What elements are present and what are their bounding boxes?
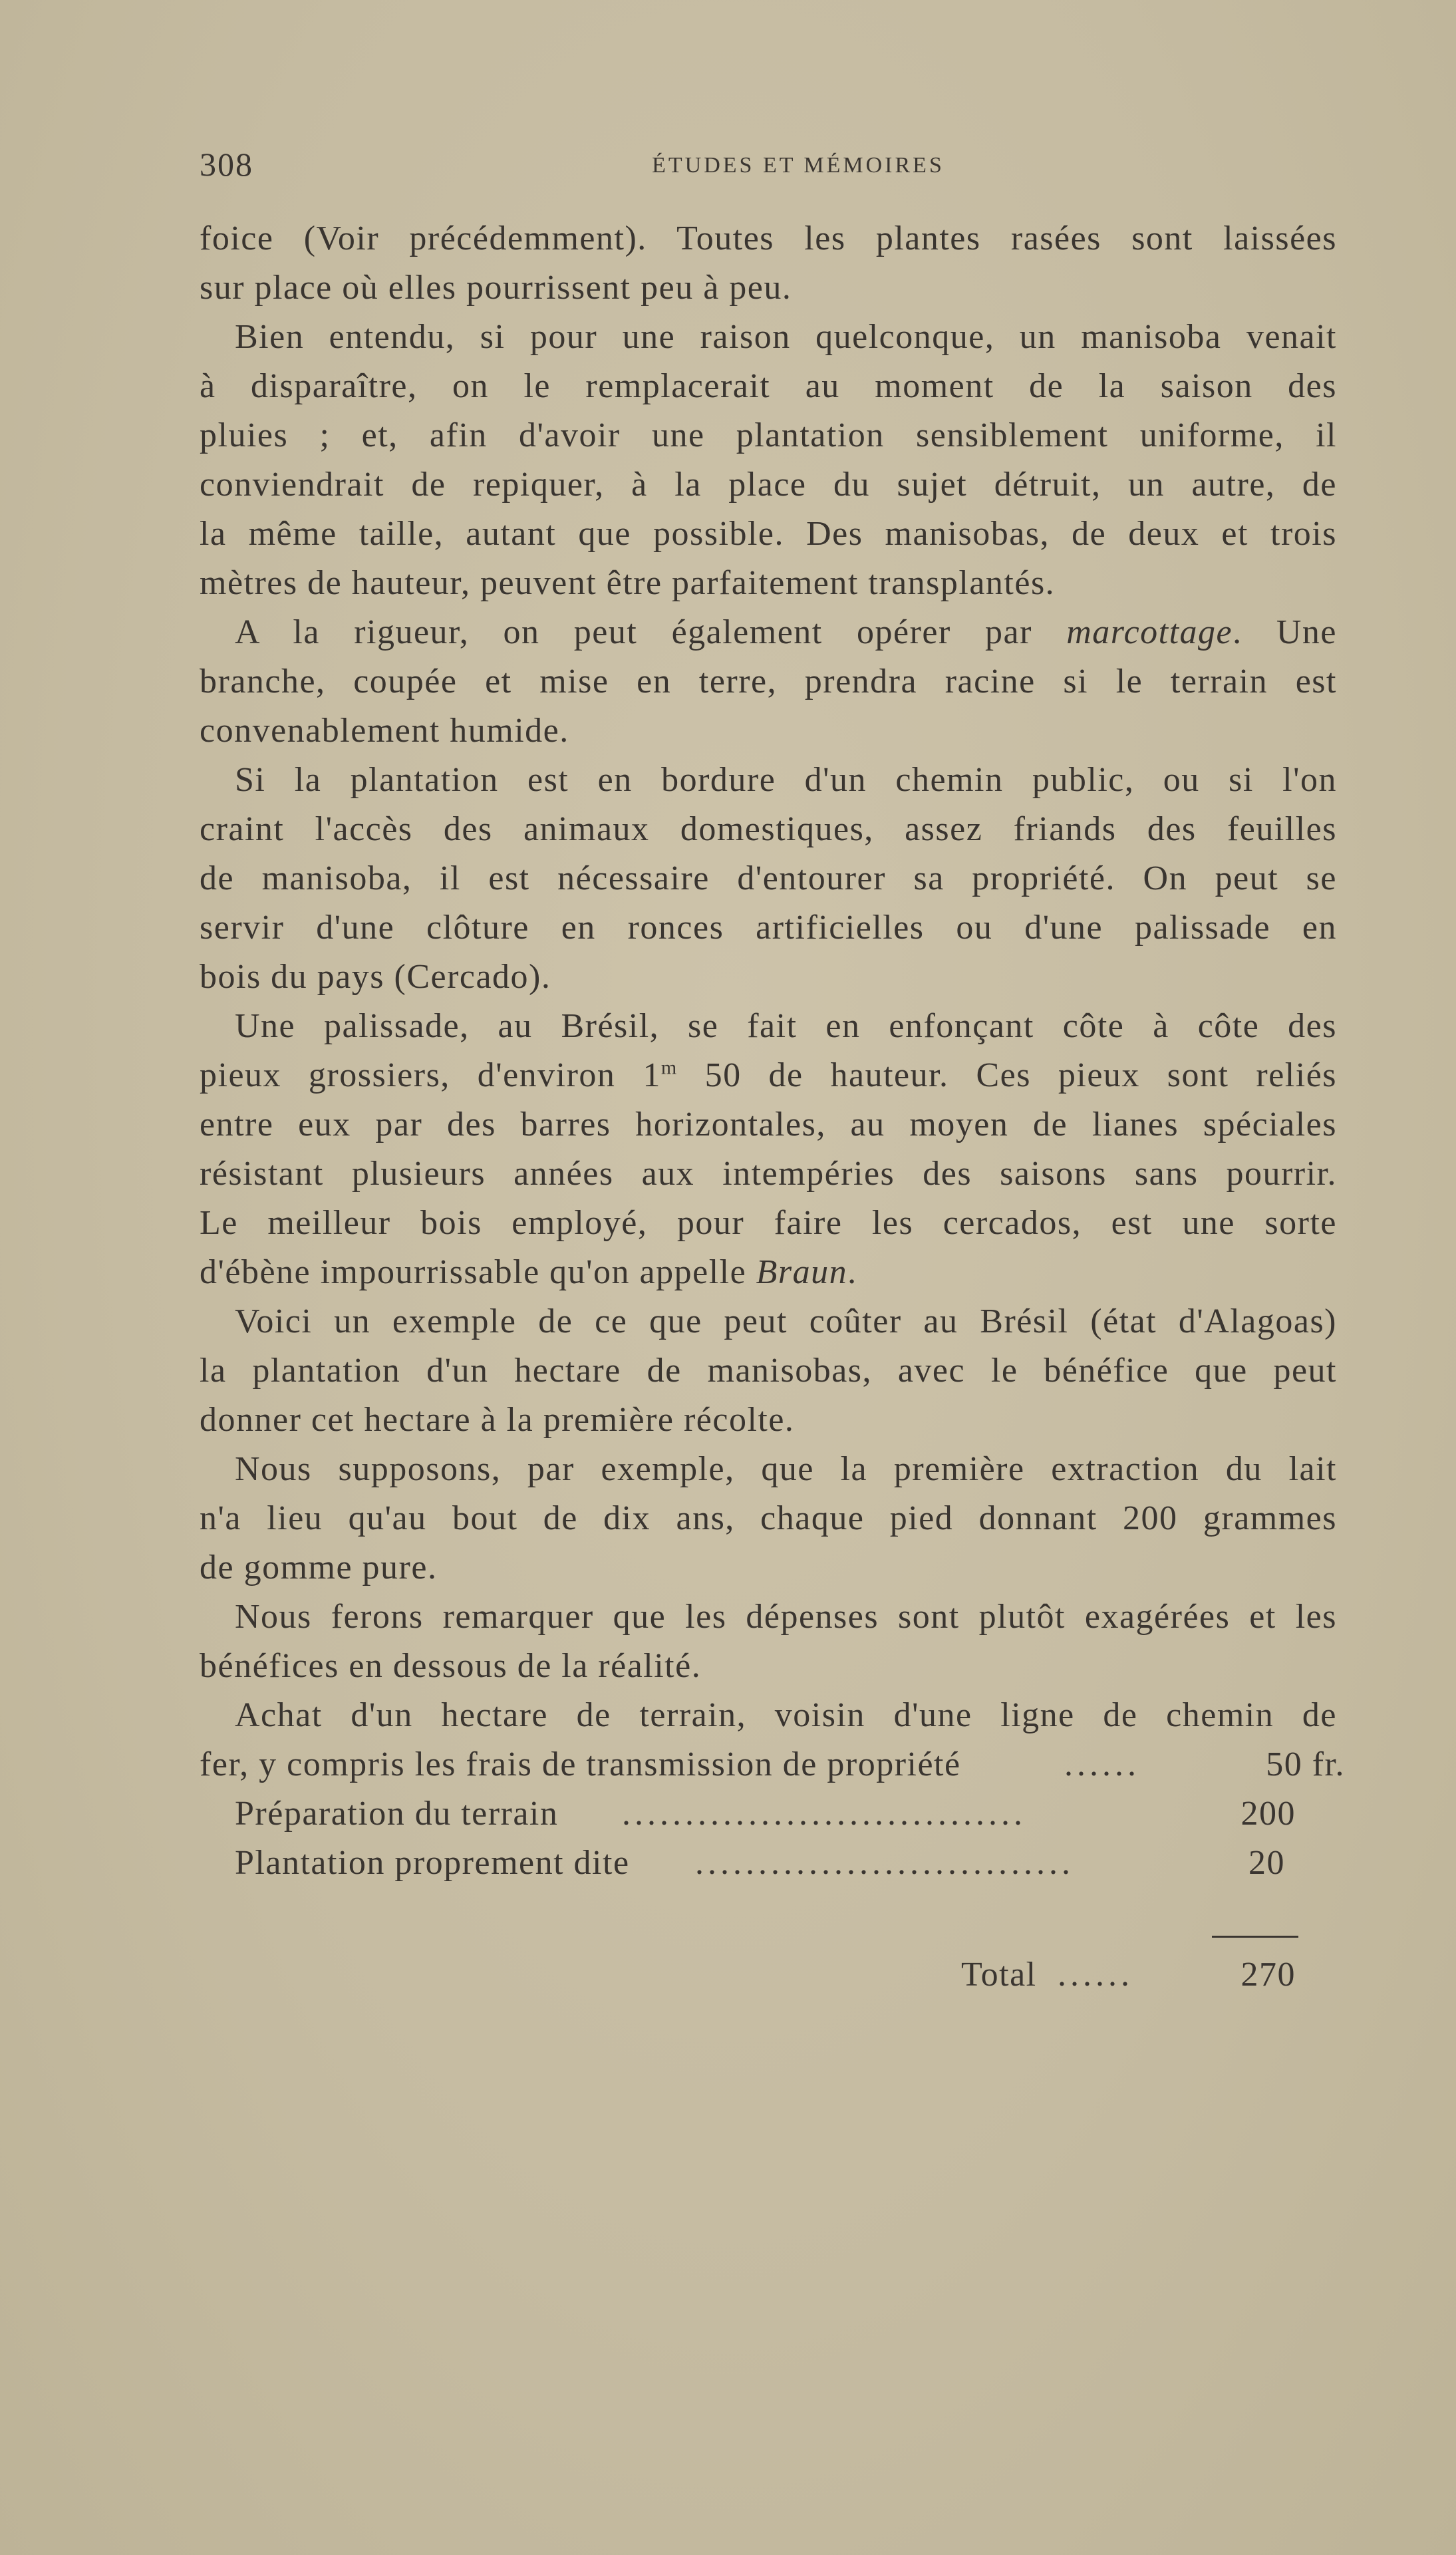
text-line: Le meilleur bois employé, pour faire les cercados, est une sorte [200,1204,1337,1242]
text-line: résistant plusieurs années aux intempéries des saisons sans pourrir. [200,1155,1337,1193]
text-line: foice (Voir précédemment). Toutes les plantes rasées sont laissées [200,220,1337,257]
text-line: convenablement humide. [200,712,569,750]
leader-dots: .............................. [695,1844,1074,1882]
text-line: de manisoba, il est nécessaire d'entourer sa propriété. On peut se [200,859,1337,897]
page-header [200,145,1290,185]
text-span: A la rigueur, on peut également opérer par [235,613,1032,651]
text-line: entre eux par des barres horizontales, au moyen de lianes spéciales [200,1106,1337,1143]
text-line: sur place où elles pourrissent peu à peu. [200,269,792,307]
text-line: Une palissade, au Brésil, se fait en enfonçant côte à côte des [235,1007,1337,1045]
total-rule [1212,1936,1298,1938]
text-line [200,1248,1337,1297]
cost-row [200,1789,1337,1839]
text-line [200,608,1337,657]
text-line: la même taille, autant que possible. Des manisobas, de deux et trois [200,515,1337,553]
text-line: craint l'accès des animaux domestiques, assez friands des feuilles [200,810,1337,848]
cost-amount: 20 [1248,1844,1285,1882]
cost-label: Plantation proprement dite [235,1844,630,1882]
page-number: 308 [200,146,253,183]
text-line: servir d'une clôture en ronces artificielles ou d'une palissade en [200,909,1337,947]
text-line: conviendrait de repiquer, à la place du sujet détruit, un autre, de [200,466,1337,504]
text-line: Nous supposons, par exemple, que la première extraction du lait [235,1450,1337,1488]
cost-label: fer, y compris les frais de transmission de propriété [200,1745,961,1783]
italic-term: Braun [756,1253,848,1291]
text-span: d'ébène impourrissable qu'on appelle [200,1253,747,1291]
leader-dots: ...... [1064,1745,1140,1783]
text-span: . Une [1233,613,1338,651]
text-line: Bien entendu, si pour une raison quelconque, un manisoba venait [235,318,1337,356]
text-line: la plantation d'un hectare de manisobas, avec le bénéfice que peut [200,1352,1337,1390]
text-span: 50 de hauteur. Ces pieux sont reliés [677,1056,1338,1094]
text-span: . [847,1253,857,1291]
text-line: Si la plantation est en bordure d'un chemin public, ou si l'on [235,761,1337,799]
text-line: bénéfices en dessous de la réalité. [200,1647,702,1685]
text-line: bois du pays (Cercado). [200,958,551,996]
cost-row [200,1839,1337,1888]
text-line: donner cet hectare à la première récolte. [200,1401,795,1439]
text-line: Voici un exemple de ce que peut coûter au Brésil (état d'Alagoas) [235,1302,1337,1340]
total-amount: 270 [1240,1956,1296,1994]
text-line: pluies ; et, afin d'avoir une plantation sensiblement uniforme, il [200,416,1337,454]
text-span: pieux grossiers, d'environ 1 [200,1056,661,1094]
italic-term: marcottage [1066,613,1233,651]
text-line: Achat d'un hectare de terrain, voisin d'une ligne de chemin de [235,1696,1337,1734]
text-line: n'a lieu qu'au bout de dix ans, chaque pied donnant 200 grammes [200,1499,1337,1537]
leader-dots: ................................ [622,1795,1026,1833]
text-line [200,1051,1337,1100]
running-title: ÉTUDES ET MÉMOIRES [652,153,945,178]
total-label: Total [961,1956,1037,1994]
cost-amount: 200 [1240,1795,1296,1833]
text-line: Nous ferons remarquer que les dépenses sont plutôt exagérées et les [235,1598,1337,1636]
unit-superscript: m [660,1056,678,1079]
text-line: branche, coupée et mise en terre, prendra racine si le terrain est [200,663,1337,700]
text-line: mètres de hauteur, peuvent être parfaitement transplantés. [200,564,1056,602]
cost-label: Préparation du terrain [235,1795,559,1833]
cost-row [200,1740,1345,1789]
text-line: de gomme pure. [200,1549,438,1586]
cost-amount: 50 fr. [1266,1745,1345,1783]
total-row [200,1950,1337,2000]
text-line: à disparaître, on le remplacerait au moment de la saison des [200,367,1337,405]
leader-dots: ...... [1058,1956,1133,1994]
